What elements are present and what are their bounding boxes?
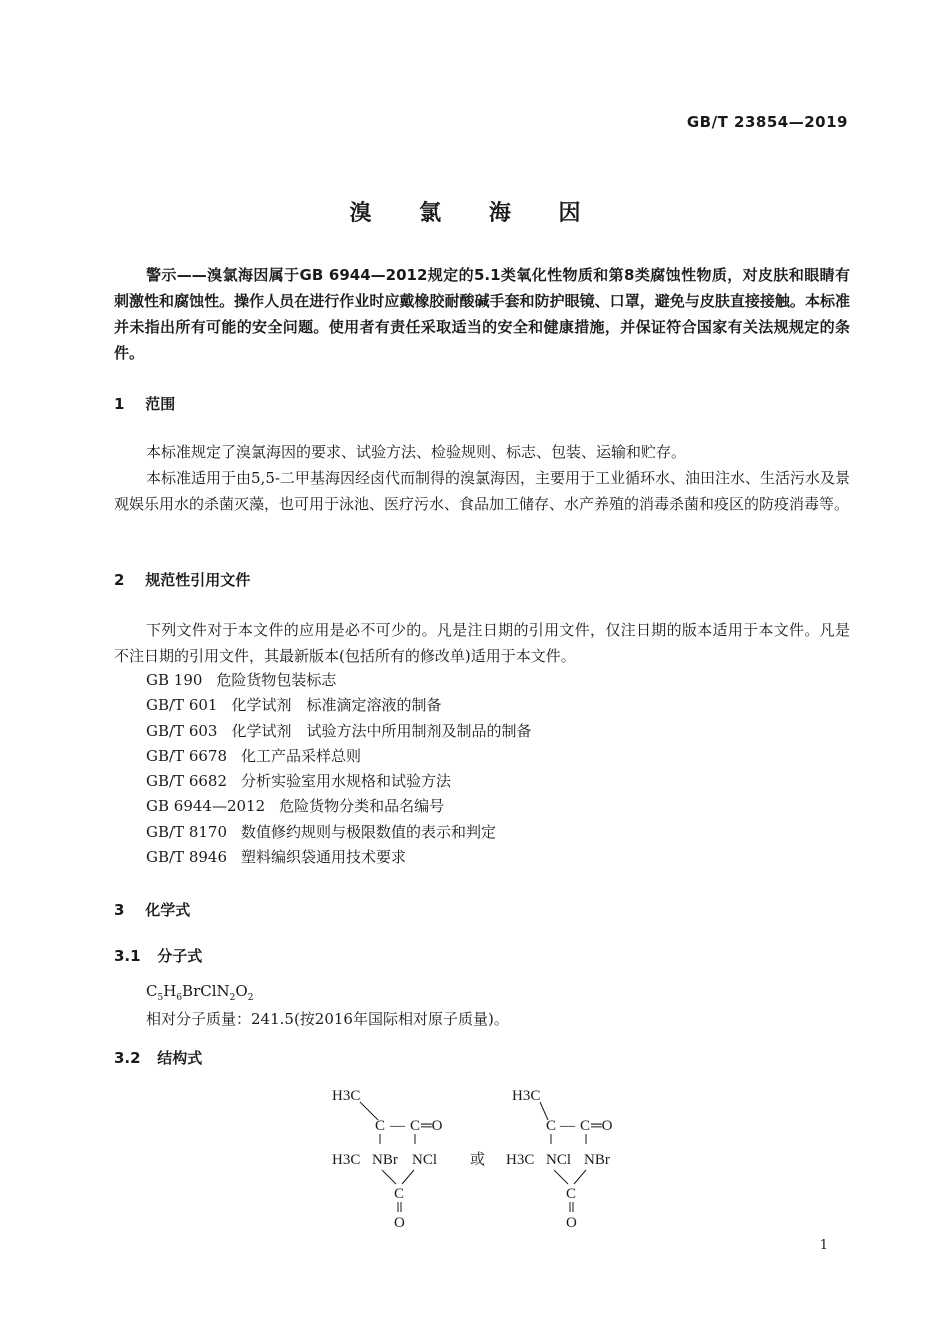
section-3-2-heading <box>114 1047 202 1068</box>
list-item <box>146 845 531 870</box>
section-1-heading <box>114 393 175 414</box>
section-title: 结构式 <box>157 1049 203 1067</box>
formula-part: BrClN <box>182 982 230 1000</box>
structure-left <box>332 1088 443 1231</box>
bond <box>382 1170 396 1184</box>
ref-code: GB 6944—2012 <box>146 797 266 816</box>
nitrogen-1: NBr <box>372 1152 398 1168</box>
carbon-1: C <box>375 1118 386 1134</box>
formula-subscript: 5 <box>157 993 164 1003</box>
ref-code: GB/T 603 <box>146 721 218 740</box>
bond <box>574 1170 586 1184</box>
section-number: 3.1 <box>114 947 141 965</box>
ref-code: GB/T 6682 <box>146 772 228 791</box>
warning-paragraph: 警示——溴氯海因属于GB 6944—2012规定的5.1类氧化性物质和第8类腐蚀性物质，对皮肤和眼睛有刺激性和腐蚀性。操作人员在进行作业时应戴橡胶耐酸碱手套和防护眼镜、口罩，避免与皮肤直接接触。本标准并未指出所有可能的安全问题。使用者有责任采取适当的安全和健康措施，并保证符合国家有关法规规定的条件。 <box>114 266 850 362</box>
ref-title: 数值修约规则与极限数值的表示和判定 <box>241 822 497 841</box>
list-item <box>146 693 531 718</box>
section-number: 1 <box>114 395 125 413</box>
ref-code: GB/T 8170 <box>146 822 228 841</box>
carbon-1: C <box>546 1118 557 1134</box>
methyl-left: H3C <box>332 1152 361 1168</box>
bond <box>402 1170 414 1184</box>
nitrogen-1: NCl <box>546 1152 572 1168</box>
carbon-3: C <box>566 1186 577 1202</box>
molecular-mass: 相对分子质量：241.5(按2016年国际相对原子质量)。 <box>146 1010 509 1028</box>
scope-paragraph-2: 本标准适用于由5,5-二甲基海因经卤代而制得的溴氯海因，主要用于工业循环水、油田注水、生活污水及景观娱乐用水的杀菌灭藻，也可用于泳池、医疗污水、食品加工储存、水产养殖的消毒杀菌和疫区的防疫消毒等。 <box>114 469 850 513</box>
reference-list <box>146 668 531 870</box>
formula-part: H <box>163 982 177 1000</box>
carbon-3: C <box>394 1186 405 1202</box>
list-item <box>146 769 531 794</box>
carbon-2: C <box>410 1118 421 1134</box>
single-bond: — <box>390 1118 405 1134</box>
ref-code: GB/T 8946 <box>146 848 228 867</box>
ref-title: 化学试剂 标准滴定溶液的制备 <box>231 696 442 715</box>
section-3-1-heading <box>114 945 202 966</box>
section-title: 分子式 <box>157 947 203 965</box>
document-title: 溴 氯 海 因 <box>349 201 601 226</box>
ref-title: 塑料编织袋通用技术要求 <box>241 848 407 867</box>
carbonyl-o: ═O <box>421 1118 443 1134</box>
standard-code: GB/T 23854—2019 <box>686 113 848 131</box>
single-bond: — <box>560 1118 575 1134</box>
list-item <box>146 820 531 845</box>
references-intro: 下列文件对于本文件的应用是必不可少的。凡是注日期的引用文件，仅注日期的版本适用于本文件。凡是不注日期的引用文件，其最新版本(包括所有的修改单)适用于本文件。 <box>114 621 850 665</box>
methyl-left: H3C <box>506 1152 535 1168</box>
structural-formula <box>320 1080 650 1240</box>
nitrogen-2: NBr <box>584 1152 610 1168</box>
section-number: 3.2 <box>114 1049 141 1067</box>
methyl-top: H3C <box>512 1088 541 1104</box>
ref-title: 危险货物包装标志 <box>216 671 337 689</box>
ref-code: GB 190 <box>146 671 203 689</box>
structure-right <box>506 1088 613 1231</box>
molecular-formula <box>146 982 253 1003</box>
list-item <box>146 744 531 769</box>
nitrogen-2: NCl <box>412 1152 438 1168</box>
scope-paragraph-1: 本标准规定了溴氯海因的要求、试验方法、检验规则、标志、包装、运输和贮存。 <box>146 443 687 461</box>
list-item <box>146 719 531 744</box>
formula-subscript: 2 <box>247 993 254 1003</box>
carbon-2: C <box>580 1118 591 1134</box>
section-3-heading <box>114 899 190 920</box>
methyl-top: H3C <box>332 1088 361 1104</box>
ref-title: 化工产品采样总则 <box>241 746 362 765</box>
ref-code: GB/T 6678 <box>146 746 228 765</box>
oxygen: O <box>566 1215 577 1231</box>
ref-code: GB/T 601 <box>146 696 218 715</box>
formula-part: C <box>146 982 158 1000</box>
page-number: 1 <box>819 1238 828 1253</box>
list-item <box>146 668 531 693</box>
formula-subscript: 2 <box>229 993 236 1003</box>
ref-title: 分析实验室用水规格和试验方法 <box>241 772 452 791</box>
ref-title: 化学试剂 试验方法中所用制剂及制品的制备 <box>231 721 532 740</box>
carbonyl-o: ═O <box>591 1118 613 1134</box>
ref-title: 危险货物分类和品名编号 <box>279 797 445 816</box>
section-title: 化学式 <box>145 901 191 919</box>
or-label: 或 <box>470 1152 486 1168</box>
bond <box>554 1170 568 1184</box>
section-number: 2 <box>114 571 125 589</box>
list-item <box>146 794 531 819</box>
formula-part: O <box>235 982 248 1000</box>
section-number: 3 <box>114 901 125 919</box>
formula-subscript: 6 <box>176 993 183 1003</box>
oxygen: O <box>394 1215 405 1231</box>
section-title: 规范性引用文件 <box>145 571 251 589</box>
section-2-heading <box>114 569 250 590</box>
section-title: 范围 <box>145 395 176 413</box>
